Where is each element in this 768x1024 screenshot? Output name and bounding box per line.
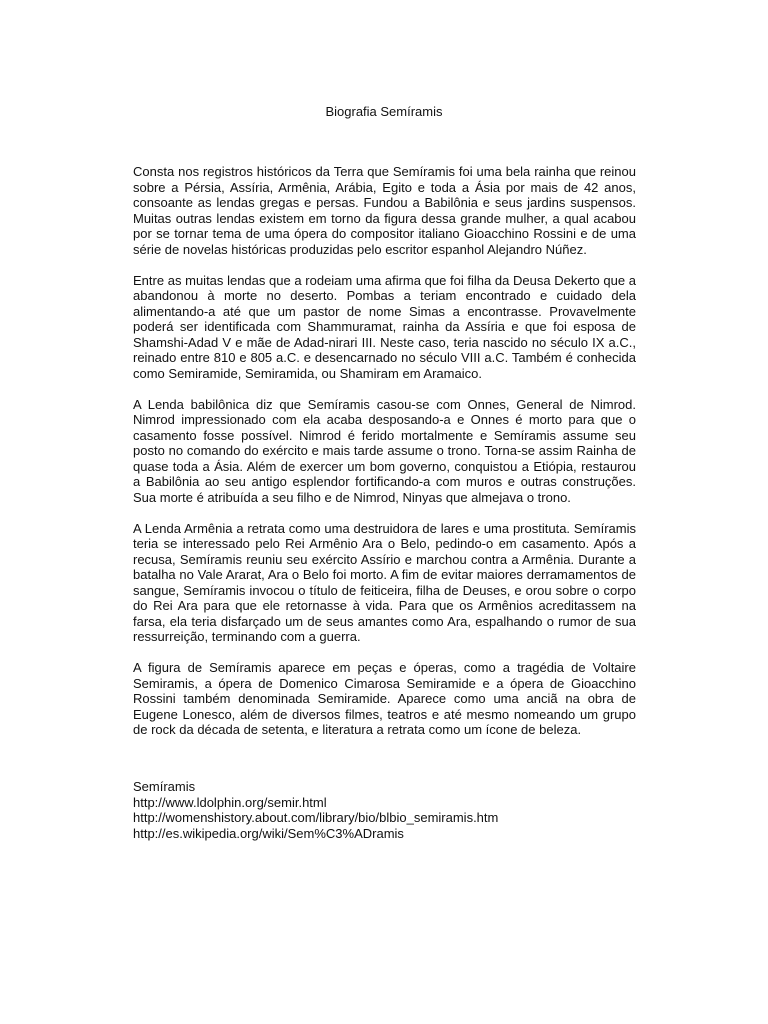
references-section	[133, 779, 653, 841]
references-heading: Semíramis	[133, 779, 196, 794]
paragraph-armenian-legend: A Lenda Armênia a retrata como uma destruidora de lares e uma prostituta. Semíramis teria se interessado pelo Rei Armênio Ara o Belo, pedindo-o em casamento. Após a recusa, Semíramis reuniu seu exército Assírio e marchou contra a Armênia. Durante a batalha no Vale Ararat, Ara o Belo foi morto. A fim de evitar maiores derramamentos de sangue, Semíramis invocou o título de feiticeira, filha de Deuses, e orou sobre o corpo do Rei Ara para que ele retornasse à vida. Para que os Armênios acreditassem na farsa, ela teria disfarçado um de seus amantes como Ara, espalhando o rumor de sua ressurreição, terminando com a guerra.	[133, 520, 636, 644]
document-title: Biografia Semíramis	[325, 104, 443, 119]
reference-link[interactable]: http://es.wikipedia.org/wiki/Sem%C3%ADramis	[133, 825, 404, 841]
paragraph-culture: A figura de Semíramis aparece em peças e óperas, como a tragédia de Voltaire Semiramis, a ópera de Domenico Cimarosa Semiramide e a ópera de Gioacchino Rossini também denominada Semiramide. Aparece como uma anciã na obra de Eugene Lonesco, além de diversos filmes, teatros e até mesmo nomeando um grupo de rock da década de setenta, e literatura a retrata como um ícone de beleza.	[133, 660, 636, 737]
paragraph-babylonian-legend: A Lenda babilônica diz que Semíramis casou-se com Onnes, General de Nimrod. Nimrod impressionado com ela acaba desposando-a e Onnes é morto para que o casamento fosse possível. Nimrod é ferido mortalmente e Semíramis assume seu posto no comando do exército e mais tarde assume o trono. Torna-se assim Rainha de quase toda a Ásia. Além de exercer um bom governo, conquistou a Etiópia, restaurou a Babilônia ao seu antigo esplendor fortificando-a com muros e outras construções. Sua morte é atribuída a seu filho e de Nimrod, Ninyas que almejava o trono.	[133, 396, 636, 505]
reference-link[interactable]: http://www.ldolphin.org/semir.html	[133, 794, 327, 810]
paragraph-legends: Entre as muitas lendas que a rodeiam uma afirma que foi filha da Deusa Dekerto que a abandonou à morte no deserto. Pombas a teriam encontrado e cuidado dela alimentando-a até que um pastor de nome Simas a encontrasse. Provavelmente poderá ser identificada com Shammuramat, rainha da Assíria e que foi esposa de Shamshi-Adad V e mãe de Adad-nirari III. Neste caso, teria nascido no século IX a.C., reinado entre 810 e 805 a.C. e desencarnado no século VIII a.C. Também é conhecida como Semiramide, Semiramida, ou Shamiram em Aramaico.	[133, 272, 636, 381]
paragraph-intro: Consta nos registros históricos da Terra que Semíramis foi uma bela rainha que reinou sobre a Pérsia, Assíria, Armênia, Arábia, Egito e toda a Ásia por mais de 42 anos, consoante as lendas gregas e persas. Fundou a Babilônia e seus jardins suspensos. Muitas outras lendas existem em torno da figura dessa grande mulher, a qual acabou por se tornar tema de uma ópera do compositor italiano Gioacchino Rossini e de uma série de novelas históricas produzidas pelo escritor espanhol Alejandro Núñez.	[133, 164, 636, 257]
document-body	[133, 164, 636, 753]
reference-link[interactable]: http://womenshistory.about.com/library/bio/blbio_semiramis.htm	[133, 810, 499, 825]
